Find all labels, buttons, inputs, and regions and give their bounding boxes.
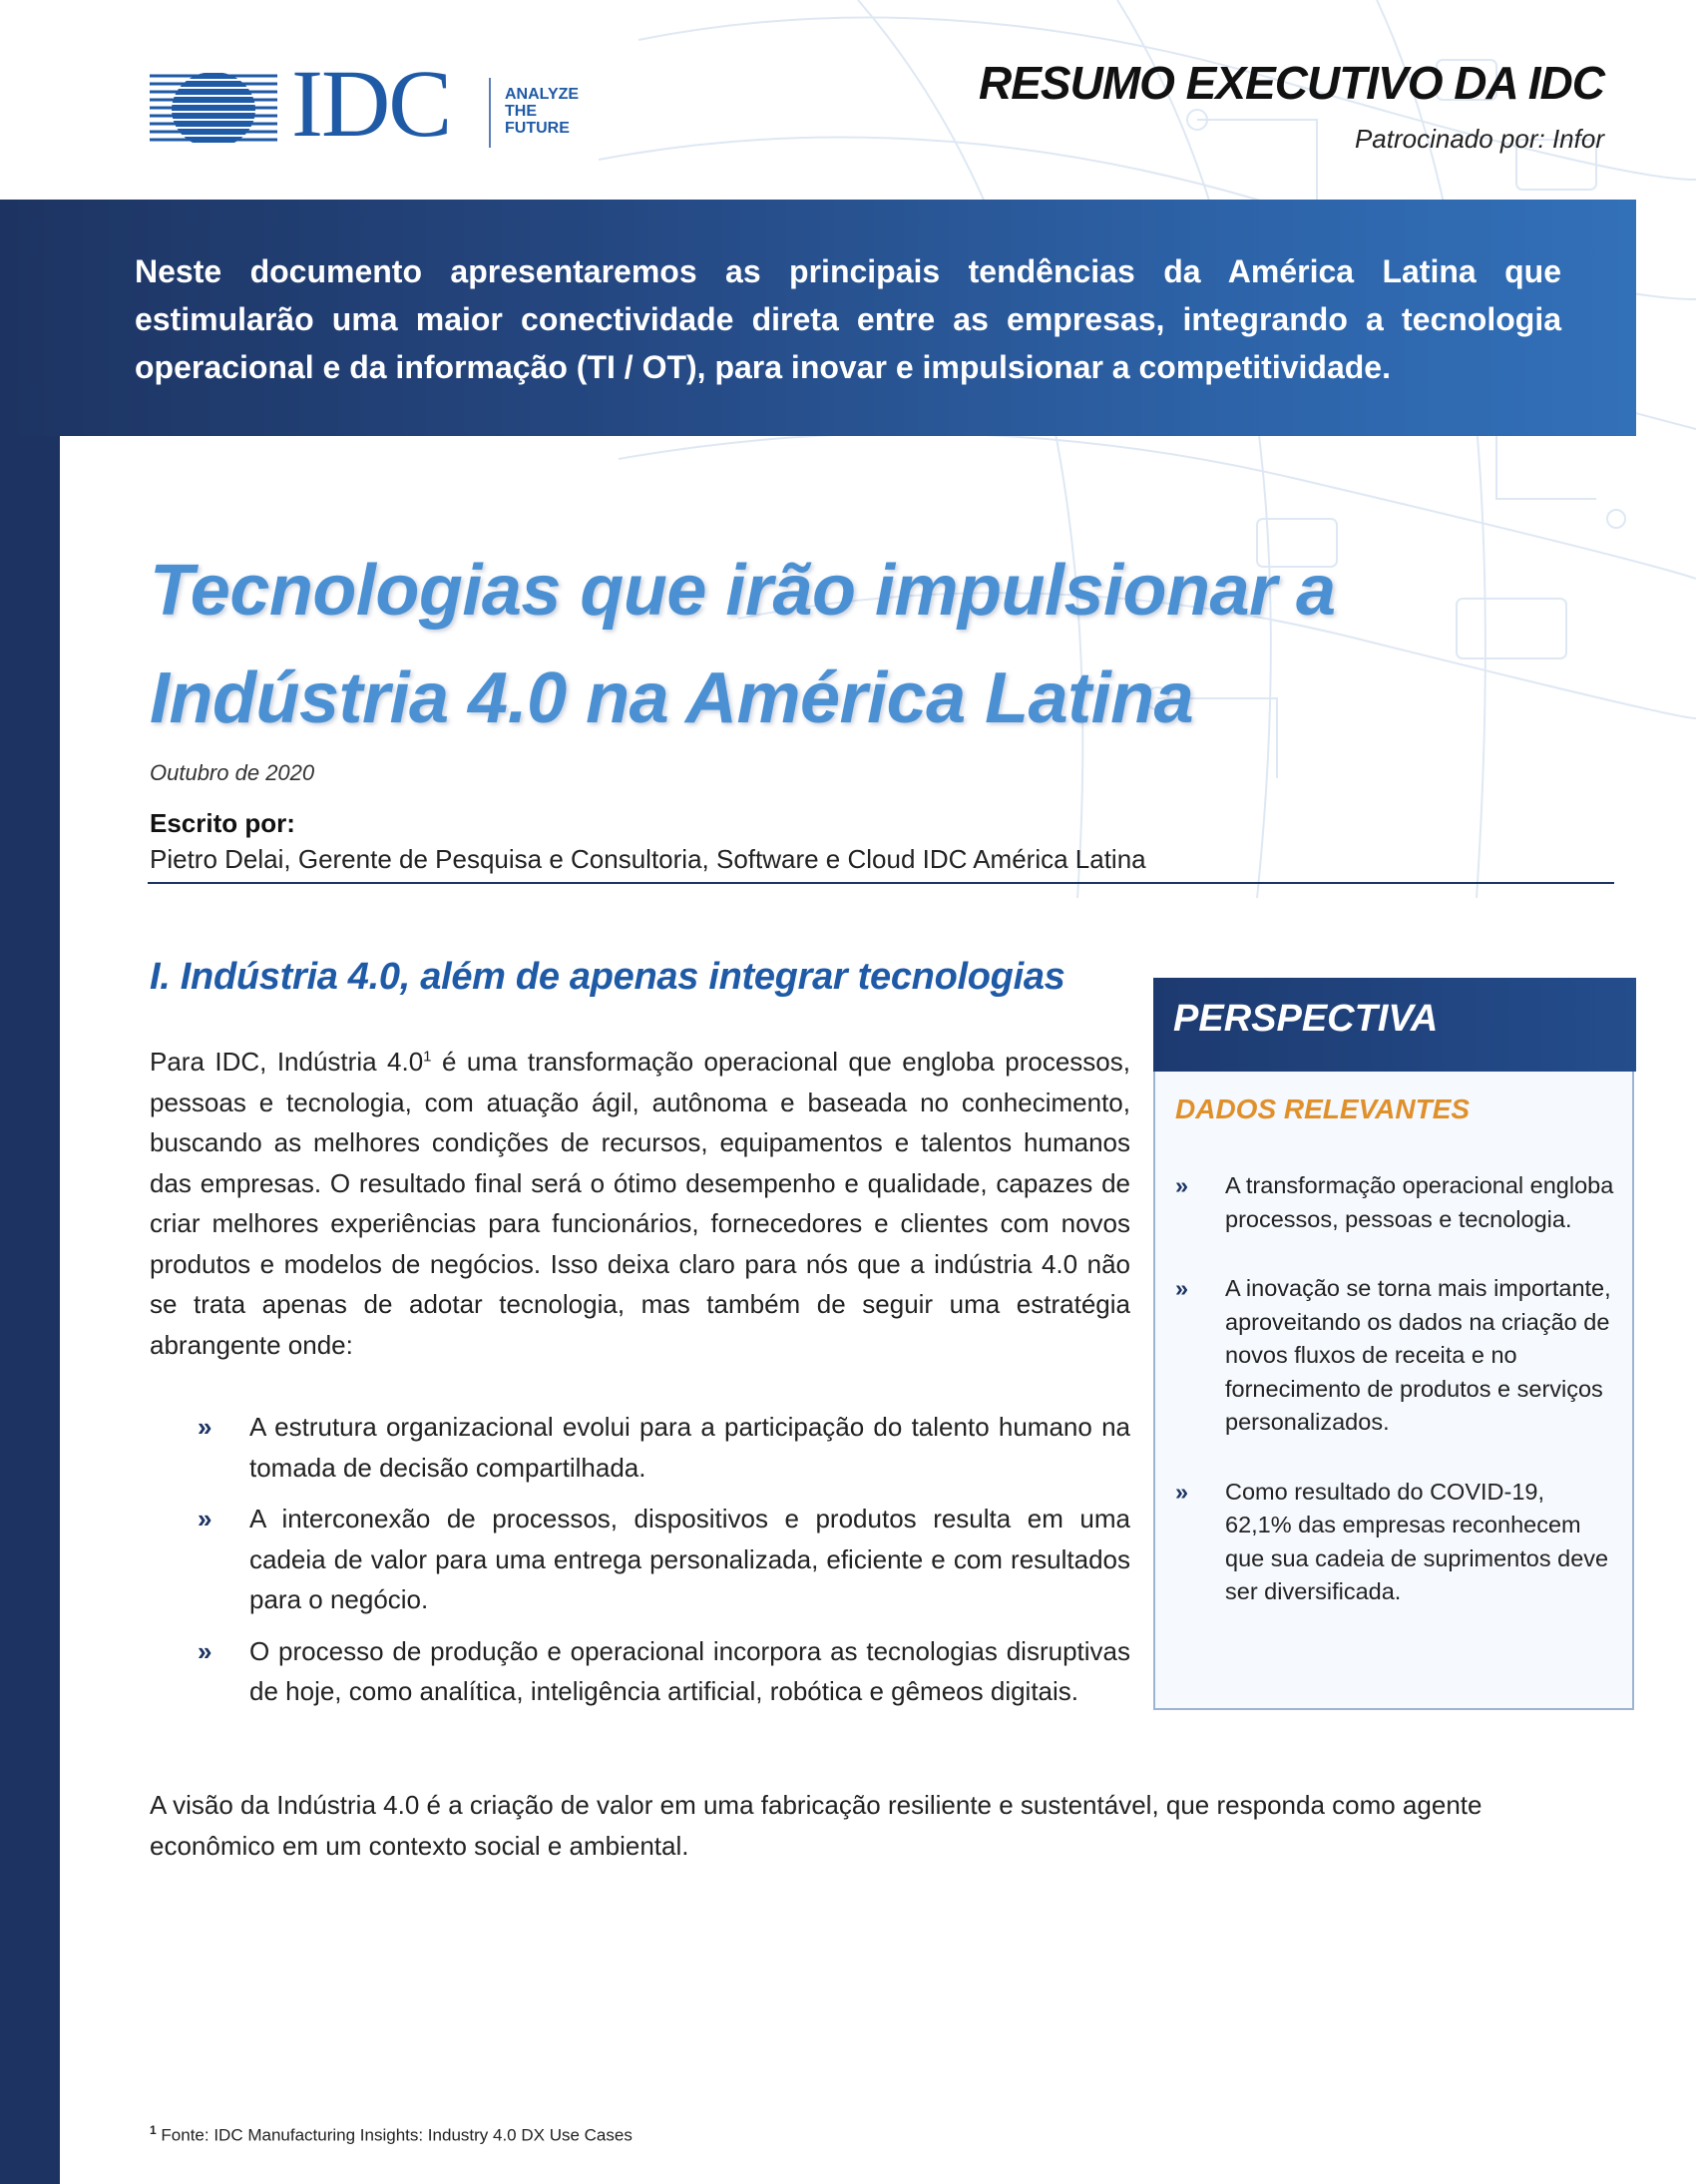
fact-text: Como resultado do COVID-19, 62,1% das empresas reconhecem que sua cadeia de suprimentos deve ser diversificada.	[1225, 1478, 1609, 1604]
list-item	[1175, 1476, 1614, 1609]
closing-paragraph: A visão da Indústria 4.0 é a criação de valor em uma fabricação resiliente e sustentável, que responda como agente econômico em um contexto social e ambiental.	[150, 1790, 1483, 1861]
double-chevron-icon: »	[198, 1635, 212, 1666]
tagline-line-2: THE	[505, 103, 537, 120]
footnote	[150, 2123, 633, 2146]
fact-text: A inovação se torna mais importante, aproveitando os dados na criação de novos fluxos de receita e no fornecimento de produtos e serviços personalizados.	[1225, 1275, 1611, 1435]
sidebar-subtitle: DADOS RELEVANTES	[1175, 1093, 1471, 1124]
author-line: Pietro Delai, Gerente de Pesquisa e Consultoria, Software e Cloud IDC América Latina	[150, 844, 1146, 874]
footnote-reference[interactable]: 1	[423, 1048, 432, 1066]
strategy-bullet-list	[150, 1407, 1130, 1723]
title-line-2: Indústria 4.0 na América Latina	[150, 658, 1194, 738]
double-chevron-icon: »	[1175, 1275, 1189, 1301]
list-item	[150, 1499, 1130, 1620]
list-item	[1175, 1169, 1614, 1236]
left-accent-stripe	[0, 200, 60, 2184]
intro-paragraph	[150, 1042, 1130, 1365]
intro-text-start: Para IDC, Indústria 4.0	[150, 1047, 424, 1077]
written-by-label: Escrito por:	[150, 808, 295, 838]
sidebar-header	[1153, 978, 1636, 1072]
sidebar-facts-list	[1175, 1169, 1614, 1645]
idc-logo	[150, 50, 589, 162]
bullet-text: A estrutura organizacional evolui para a participação do talento humano na tomada de decisão compartilhada.	[249, 1412, 1130, 1483]
intro-text-rest: é uma transformação operacional que engloba processos, pessoas e tecnologia, com atuação ágil, autônoma e baseada no conhecimento, buscando as melhores condições de recursos, equipamentos e talentos humanos das empresas. O resultado final será o ótimo desempenho e qualidade, capazes de criar melhores experiências para funcionários, fornecedores e clientes com novos produtos e modelos de negócios. Isso deixa claro para nós que a indústria 4.0 não se trata apenas de adotar tecnologia, mas também de seguir uma estratégia abrangente onde:	[150, 1047, 1130, 1360]
list-item	[150, 1631, 1130, 1712]
title-line-1: Tecnologias que irão impulsionar a	[150, 551, 1336, 631]
double-chevron-icon: »	[1175, 1478, 1189, 1505]
logo-tagline	[505, 86, 579, 137]
document-title	[150, 537, 1397, 752]
sidebar-title: PERSPECTIVA	[1173, 998, 1439, 1040]
summary-banner-text: Neste documento apresentaremos as principais tendências da América Latina que estimularão uma maior conectividade direta entre as empresas, integrando a tecnologia operacional e da informação (TI / OT), para inovar e impulsionar a competitividade.	[135, 253, 1561, 385]
tagline-line-3: FUTURE	[505, 120, 570, 137]
bullet-text: O processo de produção e operacional incorpora as tecnologias disruptivas de hoje, como analítica, inteligência artificial, robótica e gêmeos digitais.	[249, 1635, 1130, 1706]
idc-wordmark: IDC	[291, 50, 451, 157]
publication-date: Outubro de 2020	[150, 760, 315, 785]
footnote-text: Fonte: IDC Manufacturing Insights: Industry 4.0 DX Use Cases	[156, 2125, 633, 2145]
section-heading: I. Indústria 4.0, além de apenas integrar tecnologias	[150, 956, 1065, 998]
idc-globe-icon	[150, 70, 277, 150]
double-chevron-icon: »	[198, 1412, 212, 1442]
document-type-heading: RESUMO EXECUTIVO DA IDC	[978, 57, 1604, 109]
list-item	[150, 1407, 1130, 1488]
fact-text: A transformação operacional engloba processos, pessoas e tecnologia.	[1225, 1172, 1614, 1232]
logo-divider	[489, 78, 491, 148]
author-divider	[148, 882, 1614, 884]
bullet-text: A interconexão de processos, dispositivos e produtos resulta em uma cadeia de valor para uma entrega personalizada, eficiente e com resultados para o negócio.	[249, 1504, 1130, 1614]
double-chevron-icon: »	[1175, 1172, 1189, 1198]
sponsor-line: Patrocinado por: Infor	[1354, 124, 1604, 154]
double-chevron-icon: »	[198, 1504, 212, 1533]
footnote-marker: 1	[150, 2123, 157, 2137]
perspective-sidebar	[1153, 978, 1634, 1710]
tagline-line-1: ANALYZE	[505, 86, 580, 103]
list-item	[1175, 1272, 1614, 1440]
